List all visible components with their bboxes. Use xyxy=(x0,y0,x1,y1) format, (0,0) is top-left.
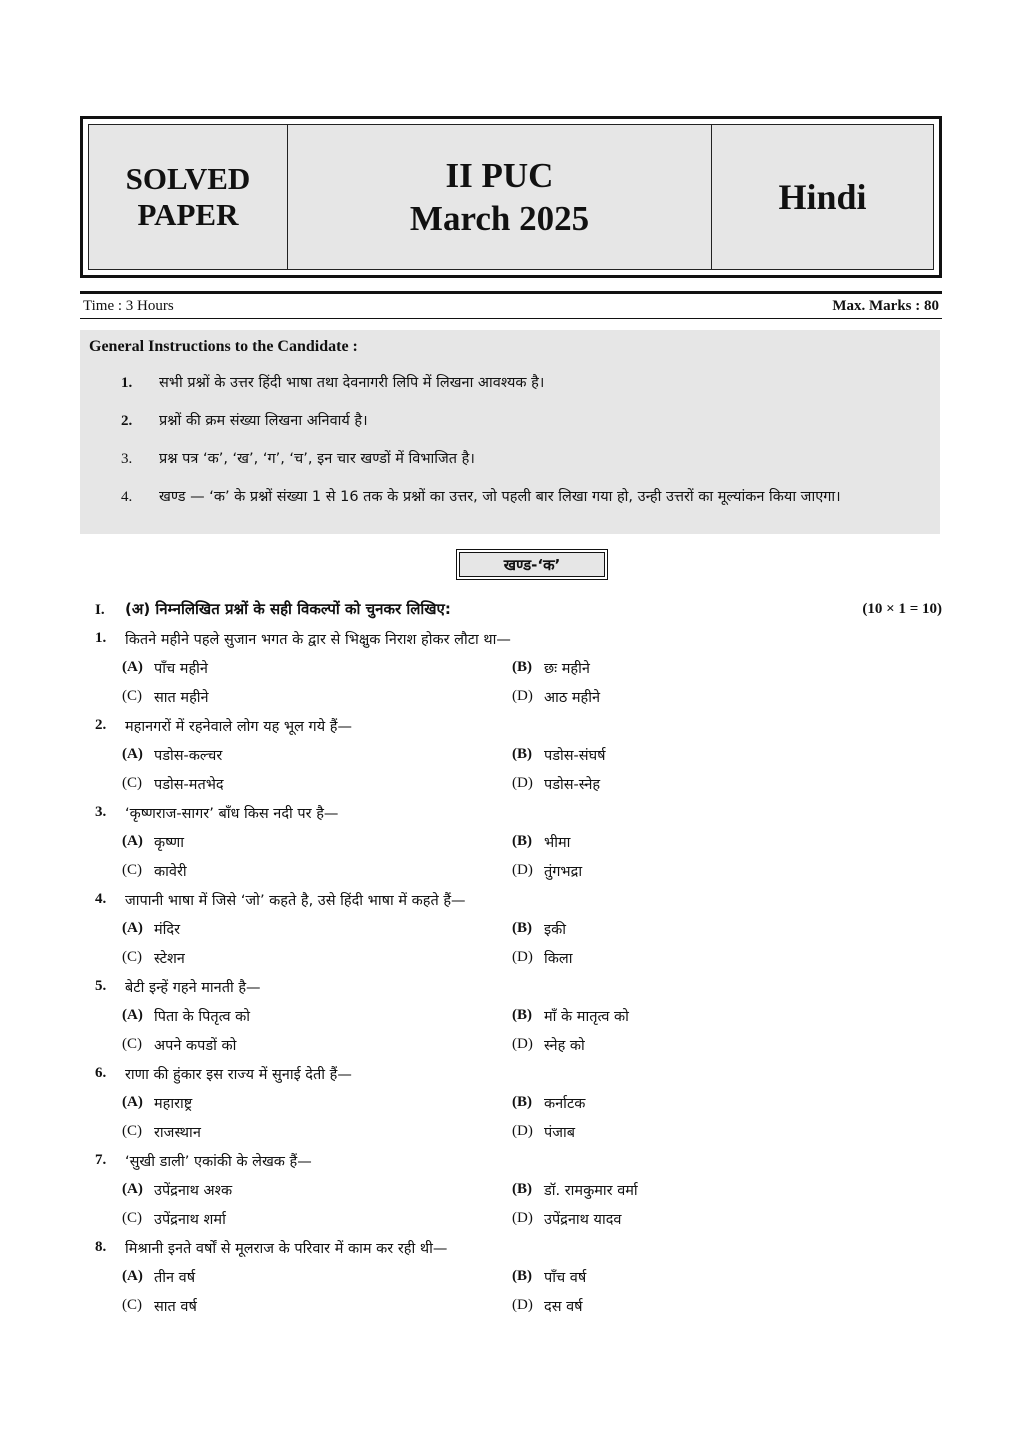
options-grid xyxy=(122,1175,942,1233)
title-banner-inner xyxy=(88,124,934,270)
answer-option xyxy=(122,1001,512,1030)
mcq-question xyxy=(95,885,942,972)
option-text: भीमा xyxy=(544,834,571,851)
question-text: राणा की हुंकार इस राज्य में सुनाई देती हैं— xyxy=(125,1066,352,1083)
paper-type-line-2: PAPER xyxy=(137,197,239,232)
options-grid xyxy=(122,740,942,798)
option-text: दस वर्ष xyxy=(544,1298,583,1315)
option-letter: (C) xyxy=(122,775,142,791)
option-letter: (C) xyxy=(122,1036,142,1052)
option-letter: (D) xyxy=(512,1210,533,1226)
answer-option xyxy=(512,1175,942,1204)
instruction-text: सभी प्रश्नों के उत्तर हिंदी भाषा तथा देवनागरी लिपि में लिखना आवश्यक है। xyxy=(159,375,545,391)
option-text: कावेरी xyxy=(154,863,187,880)
question-number: 5. xyxy=(95,978,107,994)
answer-option xyxy=(122,682,512,711)
group-heading-text: (अ) निम्नलिखित प्रश्नों के सही विकल्पों को चुनकर लिखिए: xyxy=(125,600,451,618)
answer-option xyxy=(122,1291,512,1320)
option-text: पाँच वर्ष xyxy=(544,1269,587,1286)
answer-option xyxy=(512,1088,942,1117)
mcq-question xyxy=(95,711,942,798)
answer-option xyxy=(122,914,512,943)
question-text: ‘कृष्णराज-सागर’ बाँध किस नदी पर है— xyxy=(125,805,339,822)
option-letter: (A) xyxy=(122,1094,143,1110)
option-text: पाँच महीने xyxy=(154,660,208,677)
answer-option xyxy=(512,856,942,885)
option-letter: (B) xyxy=(512,920,532,936)
question-number: 7. xyxy=(95,1152,107,1168)
option-text: उपेंद्रनाथ शर्मा xyxy=(154,1211,226,1228)
group-roman-number: I. xyxy=(95,602,105,618)
option-letter: (A) xyxy=(122,1181,143,1197)
exam-class: II PUC xyxy=(445,156,554,195)
question-stem xyxy=(95,711,942,740)
option-letter: (B) xyxy=(512,1094,532,1110)
answer-option xyxy=(122,856,512,885)
option-text: सात वर्ष xyxy=(154,1298,197,1315)
option-text: छः महीने xyxy=(544,660,590,677)
general-instructions xyxy=(80,330,940,534)
option-text: तीन वर्ष xyxy=(154,1269,196,1286)
question-number: 6. xyxy=(95,1065,107,1081)
answer-option xyxy=(122,769,512,798)
option-text: पडोस-स्नेह xyxy=(544,776,601,793)
option-letter: (D) xyxy=(512,1297,533,1313)
instruction-item xyxy=(121,406,932,436)
option-letter: (D) xyxy=(512,775,533,791)
options-grid xyxy=(122,827,942,885)
mcq-question xyxy=(95,624,942,711)
question-number: 1. xyxy=(95,630,107,646)
option-letter: (B) xyxy=(512,1007,532,1023)
answer-option xyxy=(512,1030,942,1059)
question-number: 2. xyxy=(95,717,107,733)
option-letter: (A) xyxy=(122,920,143,936)
mcq-question xyxy=(95,972,942,1059)
option-letter: (C) xyxy=(122,862,142,878)
option-text: तुंगभद्रा xyxy=(544,863,583,880)
answer-option xyxy=(512,1291,942,1320)
exam-meta-row xyxy=(80,291,942,319)
time-allowed: Time : 3 Hours xyxy=(83,297,174,314)
options-grid xyxy=(122,653,942,711)
answer-option xyxy=(122,1204,512,1233)
option-letter: (B) xyxy=(512,1181,532,1197)
options-grid xyxy=(122,1001,942,1059)
answer-option xyxy=(512,1262,942,1291)
question-text: कितने महीने पहले सुजान भगत के द्वार से भिक्षुक निराश होकर लौटा था— xyxy=(125,631,511,648)
option-letter: (D) xyxy=(512,688,533,704)
option-text: इकी xyxy=(544,921,567,938)
answer-option xyxy=(122,740,512,769)
answer-option xyxy=(512,1001,942,1030)
option-letter: (A) xyxy=(122,1007,143,1023)
answer-option xyxy=(512,943,942,972)
question-group-title xyxy=(95,599,451,619)
options-grid xyxy=(122,1088,942,1146)
answer-option xyxy=(122,1175,512,1204)
option-text: किला xyxy=(544,950,573,967)
max-marks: Max. Marks : 80 xyxy=(832,297,939,314)
instructions-title: General Instructions to the Candidate : xyxy=(89,338,358,355)
option-letter: (C) xyxy=(122,1123,142,1139)
instruction-text: खण्ड — ‘क’ के प्रश्नों संख्या 1 से 16 तक के प्रश्नों का उत्तर, जो पहली बार लिखा गया हो, उन्ही उत्तरों का मूल्यांकन किया जाएगा। xyxy=(159,489,841,505)
option-text: डॉ. रामकुमार वर्मा xyxy=(544,1182,638,1199)
option-text: पडोस-संघर्ष xyxy=(544,747,606,764)
option-text: कृष्णा xyxy=(154,834,185,851)
paper-type-label xyxy=(89,125,287,269)
answer-option xyxy=(122,1262,512,1291)
answer-option xyxy=(122,1088,512,1117)
option-letter: (B) xyxy=(512,746,532,762)
question-stem xyxy=(95,798,942,827)
option-letter: (A) xyxy=(122,833,143,849)
question-stem xyxy=(95,1146,942,1175)
question-text: बेटी इन्हें गहने मानती है— xyxy=(125,979,261,996)
option-text: कर्नाटक xyxy=(544,1095,586,1112)
option-text: उपेंद्रनाथ यादव xyxy=(544,1211,622,1228)
option-text: सात महीने xyxy=(154,689,209,706)
option-text: पडोस-कल्चर xyxy=(154,747,223,764)
option-letter: (D) xyxy=(512,949,533,965)
instruction-item xyxy=(121,444,932,474)
option-letter: (B) xyxy=(512,659,532,675)
answer-option xyxy=(512,914,942,943)
question-text: ‘सुखी डाली’ एकांकी के लेखक हैं— xyxy=(125,1153,312,1170)
option-letter: (C) xyxy=(122,949,142,965)
instruction-number: 3. xyxy=(121,451,133,467)
question-text: महानगरों में रहनेवाले लोग यह भूल गये हैं— xyxy=(125,718,352,735)
option-letter: (D) xyxy=(512,862,533,878)
group-marks: (10 × 1 = 10) xyxy=(862,600,942,617)
answer-option xyxy=(122,653,512,682)
option-text: मंदिर xyxy=(154,921,181,938)
question-text: जापानी भाषा में जिसे ‘जो’ कहते है, उसे हिंदी भाषा में कहते हैं— xyxy=(125,892,466,909)
option-text: माँ के मातृत्व को xyxy=(544,1008,629,1025)
option-text: स्टेशन xyxy=(154,950,185,967)
option-letter: (C) xyxy=(122,1297,142,1313)
option-letter: (D) xyxy=(512,1123,533,1139)
question-list xyxy=(95,624,942,1320)
option-letter: (A) xyxy=(122,746,143,762)
answer-option xyxy=(512,653,942,682)
question-number: 8. xyxy=(95,1239,107,1255)
instruction-item xyxy=(121,368,932,398)
subject-label: Hindi xyxy=(711,125,933,269)
option-text: पिता के पितृत्व को xyxy=(154,1008,251,1025)
question-stem xyxy=(95,624,942,653)
question-text: मिश्रानी इनते वर्षों से मूलराज के परिवार में काम कर रही थी— xyxy=(125,1240,448,1257)
answer-option xyxy=(122,943,512,972)
question-number: 4. xyxy=(95,891,107,907)
option-text: स्नेह को xyxy=(544,1037,585,1054)
answer-option xyxy=(122,827,512,856)
instruction-text: प्रश्नों की क्रम संख्या लिखना अनिवार्य है। xyxy=(159,413,368,429)
answer-option xyxy=(122,1117,512,1146)
answer-option xyxy=(512,740,942,769)
option-letter: (A) xyxy=(122,1268,143,1284)
mcq-question xyxy=(95,798,942,885)
option-letter: (C) xyxy=(122,688,142,704)
instructions-list xyxy=(121,368,932,512)
question-stem xyxy=(95,972,942,1001)
instruction-item xyxy=(121,482,932,512)
option-text: आठ महीने xyxy=(544,689,601,706)
question-stem xyxy=(95,1233,942,1262)
option-text: अपने कपडों को xyxy=(154,1037,237,1054)
answer-option xyxy=(512,682,942,711)
mcq-question xyxy=(95,1233,942,1320)
exam-title xyxy=(287,125,711,269)
answer-option xyxy=(512,1204,942,1233)
instruction-number: 4. xyxy=(121,489,133,505)
question-group-heading xyxy=(95,597,942,621)
answer-option xyxy=(512,769,942,798)
instruction-text: प्रश्न पत्र ‘क’, ‘ख’, ‘ग’, ‘च’, इन चार खण्डों में विभाजित है। xyxy=(159,451,475,467)
options-grid xyxy=(122,914,942,972)
exam-session: March 2025 xyxy=(409,199,590,238)
answer-option xyxy=(512,827,942,856)
option-letter: (A) xyxy=(122,659,143,675)
option-letter: (B) xyxy=(512,833,532,849)
section-title: खण्ड-‘क’ xyxy=(459,552,605,577)
option-letter: (B) xyxy=(512,1268,532,1284)
paper-type-line-1: SOLVED xyxy=(125,161,251,196)
title-banner xyxy=(80,116,942,278)
option-text: महाराष्ट्र xyxy=(154,1095,193,1112)
mcq-question xyxy=(95,1146,942,1233)
option-text: उपेंद्रनाथ अश्क xyxy=(154,1182,233,1199)
question-stem xyxy=(95,1059,942,1088)
answer-option xyxy=(122,1030,512,1059)
instruction-number: 2. xyxy=(121,413,133,429)
section-title-box xyxy=(456,549,608,580)
mcq-question xyxy=(95,1059,942,1146)
question-number: 3. xyxy=(95,804,107,820)
instruction-number: 1. xyxy=(121,375,133,391)
options-grid xyxy=(122,1262,942,1320)
question-stem xyxy=(95,885,942,914)
option-text: राजस्थान xyxy=(154,1124,201,1141)
option-letter: (C) xyxy=(122,1210,142,1226)
option-text: पंजाब xyxy=(544,1124,576,1141)
option-text: पडोस-मतभेद xyxy=(154,776,224,793)
option-letter: (D) xyxy=(512,1036,533,1052)
answer-option xyxy=(512,1117,942,1146)
